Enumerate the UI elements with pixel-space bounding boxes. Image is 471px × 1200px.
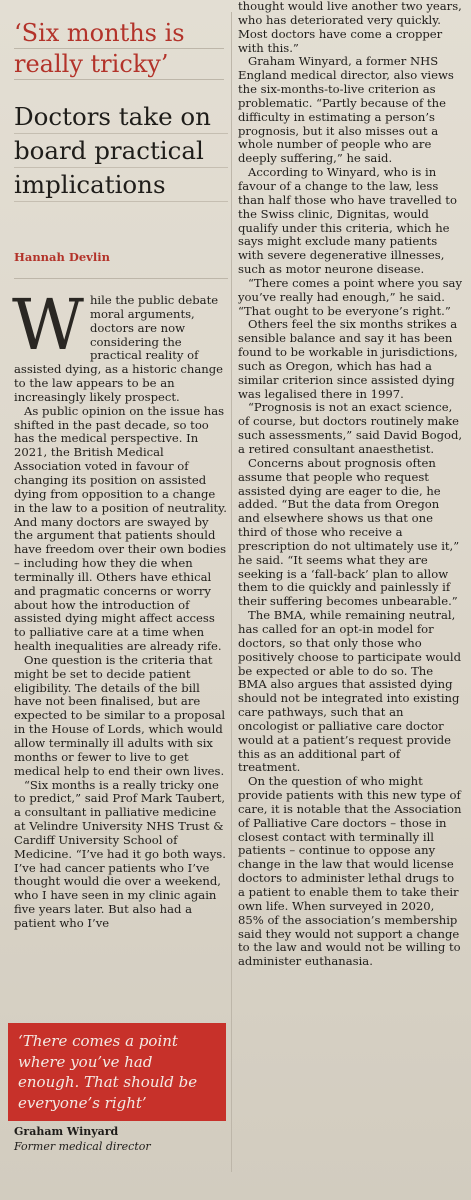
headline-line-1: Doctors take on: [14, 100, 228, 134]
paragraph-7: According to Winyard, who is in favour of a change to the law, less than half those who have travelled to the Swiss clinic, Dignitas, would qualify under this criteria, which he says might exclude many patients with severe degenerative illnesses, such as motor neurone disease.: [238, 165, 457, 277]
left-column-body: [12, 284, 228, 931]
paragraph-8: “There comes a point where you say you’ve really had enough,” he said. “That ought to be everyone’s right.”: [238, 275, 462, 318]
paragraph-3: One question is the criteria that might be set to decide patient eligibility. The details of the bill have not been finalised, but are expected to be similar to a proposal in the House of Lords, which would allow terminally ill adults with six months or fewer to live to get medical help to end their own lives.: [14, 652, 226, 778]
paragraph-1: [12, 284, 228, 405]
pull-quote-attribution-role: Former medical director: [14, 1140, 151, 1153]
paragraph-6: Graham Winyard, a former NHS England medical director, also views the six-months-to-live criterion as problematic. “Partly because of the difficulty in estimating a person’s prognosis, but it also misses out a whole number of people who are deeply suffering,” he said.: [238, 54, 454, 166]
pull-quote-text: ‘There comes a point where you’ve had enough. That should be everyone’s right’: [18, 1032, 198, 1112]
byline: Hannah Devlin: [14, 250, 228, 279]
paragraph-12: The BMA, while remaining neutral, has called for an opt-in model for doctors, so that only those who positively choose to participate would be expected or able to do so. The BMA also argues that assisted dying should not be integrated into existing care pathways, such that an oncologist or palliative care doctor would at a patient’s request provide this as an additional part of treatment.: [238, 608, 462, 775]
drop-cap: W: [12, 284, 84, 366]
column-divider: [231, 12, 232, 1172]
headline-line-3: implications: [14, 168, 228, 202]
paragraph-4: “Six months is a really tricky one to predict,” said Prof Mark Taubert, a consultant in palliative medicine at Velindre University NHS Trust & Cardiff University School of Medicine. “I’ve had it go both ways. I’ve had cancer patients who I’ve thought would die over a weekend, who I have seen in my clinic again five years later. But also had a patient who I’ve: [14, 777, 226, 930]
headline-line-2: board practical: [14, 134, 228, 168]
kicker-line-2: really tricky’: [14, 49, 224, 80]
paragraph-9: Others feel the six months strikes a sensible balance and say it has been found to be workable in jurisdictions, such as Oregon, which has had a similar criterion since assisted dying was legalised there in 1997.: [238, 317, 458, 401]
paragraph-10: “Prognosis is not an exact science, of course, but doctors routinely make such assessments,” said David Bogod, a retired consultant anaesthetist.: [238, 400, 463, 456]
kicker-line-1: ‘Six months is: [14, 18, 224, 49]
paragraph-5: thought would live another two years, who has deteriorated very quickly. Most doctors have come a cropper with this.”: [238, 0, 462, 55]
paragraph-2: As public opinion on the issue has shifted in the past decade, so too has the medical perspective. In 2021, the British Medical Association voted in favour of changing its position on assisted dying from opposition to a change in the law to a position of neutrality. And many doctors are swayed by the argument that patients should have freedom over their own bodies – including how they die when terminally ill. Others have ethical and pragmatic concerns or worry about how the introduction of assisted dying might affect access to palliative care at a time when health inequalities are already rife.: [14, 403, 227, 654]
paragraph-13: On the question of who might provide patients with this new type of care, it is notable that the Association of Palliative Care doctors – those in closest contact with terminally ill patients – continue to oppose any change in the law that would license doctors to administer lethal drugs to a patient to enable them to take their own life. When surveyed in 2020, 85% of the association’s membership said they would not support a change to the law and would not be willing to administer euthanasia.: [238, 774, 462, 969]
headline: [14, 100, 228, 202]
paragraph-11: Concerns about prognosis often assume that people who request assisted dying are eager to die, he added. “But the data from Oregon and elsewhere shows us that one third of those who receive a prescription do not ultimately use it,” he said. “It seems what they are seeking is a ‘fall-back’ plan to allow them to die quickly and painlessly if their suffering becomes unbearable.”: [238, 455, 460, 609]
kicker: [14, 18, 224, 80]
pull-quote-attribution-name: Graham Winyard: [14, 1125, 119, 1138]
paragraph-1-text: hile the public debate moral arguments, doctors are now considering the practical reality of assisted dying, as a historic change to the law appears to be an increasingly likely prospect.: [14, 293, 223, 404]
right-column-body: [238, 0, 463, 969]
pull-quote-box: [8, 1023, 226, 1121]
